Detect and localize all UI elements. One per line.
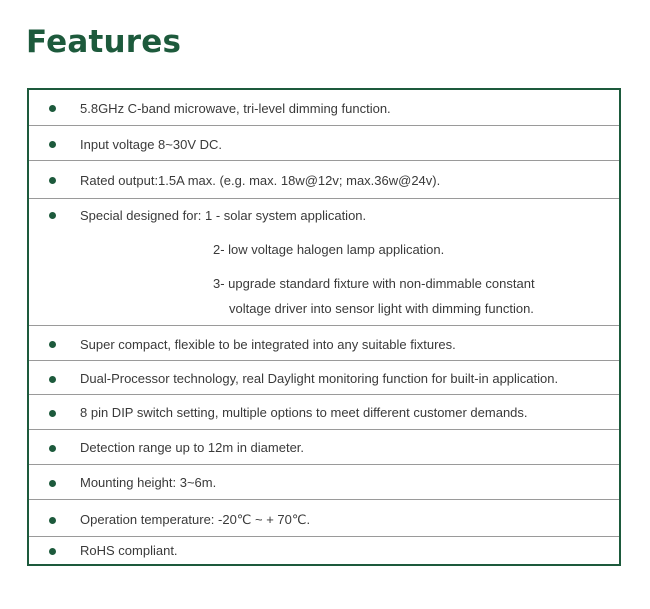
feature-row (29, 394, 619, 429)
bullet-icon (49, 445, 56, 452)
bullet-icon (49, 177, 56, 184)
feature-subtext: 2- low voltage halogen lamp application. (213, 242, 445, 257)
bullet-icon (49, 480, 56, 487)
feature-row (29, 198, 619, 325)
feature-row (29, 429, 619, 464)
feature-row (29, 464, 619, 499)
feature-text: RoHS compliant. (80, 543, 178, 558)
feature-row (29, 499, 619, 536)
feature-row (29, 160, 619, 198)
page-title: Features (26, 24, 182, 60)
feature-row (29, 536, 619, 564)
feature-text: Input voltage 8~30V DC. (80, 137, 223, 152)
feature-text: 8 pin DIP switch setting, multiple options to meet different customer demands. (80, 405, 528, 420)
feature-text: Special designed for: 1 - solar system application. (80, 208, 367, 223)
bullet-icon (49, 376, 56, 383)
bullet-icon (49, 341, 56, 348)
feature-subtext: voltage driver into sensor light with dimming function. (229, 301, 534, 316)
feature-text: 5.8GHz C-band microwave, tri-level dimming function. (80, 101, 391, 116)
bullet-icon (49, 141, 56, 148)
feature-text: Super compact, flexible to be integrated into any suitable fixtures. (80, 337, 456, 352)
feature-row (29, 360, 619, 394)
feature-text: Rated output:1.5A max. (e.g. max. 18w@12v; max.36w@24v). (80, 173, 441, 188)
bullet-icon (49, 212, 56, 219)
feature-row (29, 90, 619, 125)
features-table (27, 88, 621, 566)
bullet-icon (49, 410, 56, 417)
bullet-icon (49, 517, 56, 524)
feature-text: Detection range up to 12m in diameter. (80, 440, 305, 455)
feature-text: Operation temperature: -20℃ ~ + 70℃. (80, 512, 311, 527)
feature-subtext: 3- upgrade standard fixture with non-dimmable constant (213, 276, 535, 291)
bullet-icon (49, 548, 56, 555)
feature-row (29, 125, 619, 160)
feature-row (29, 325, 619, 360)
feature-text: Mounting height: 3~6m. (80, 475, 217, 490)
feature-text: Dual-Processor technology, real Daylight monitoring function for built-in application. (80, 371, 559, 386)
bullet-icon (49, 105, 56, 112)
